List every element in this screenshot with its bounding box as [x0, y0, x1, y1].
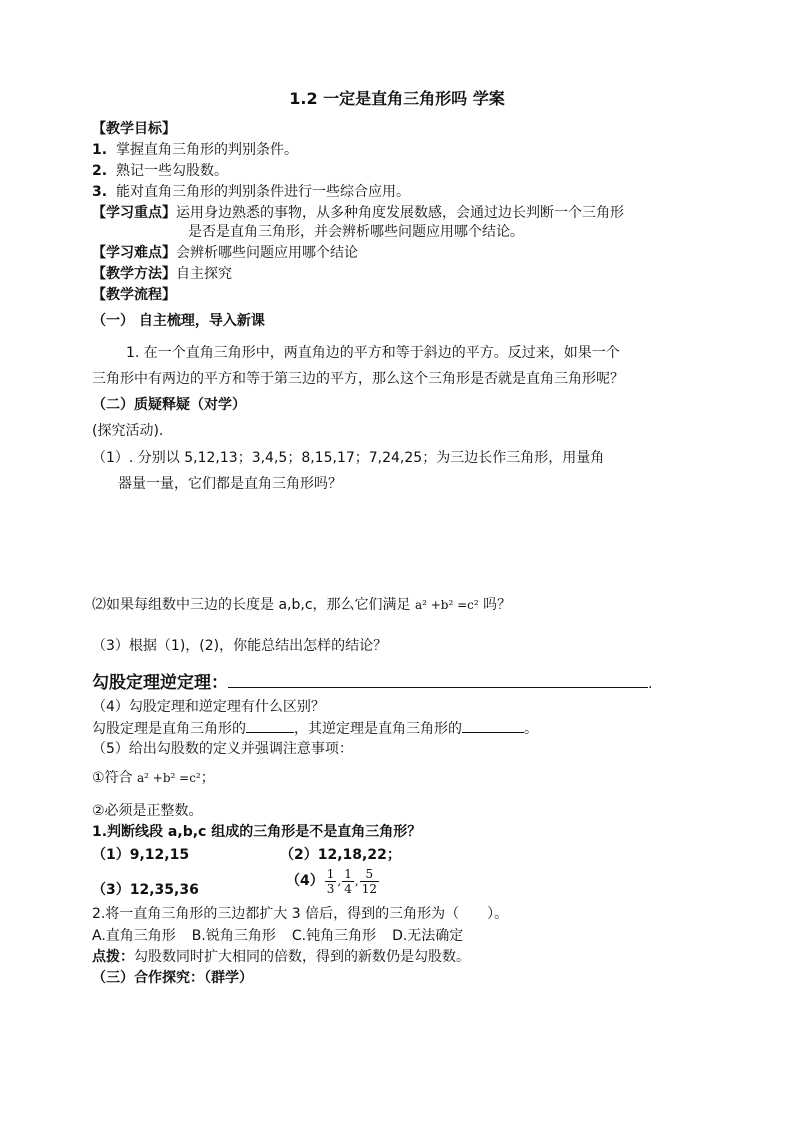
exercise-1-d: （4） $\frac{1}{3}$ , $\frac{1}{4}$ , $\frac{5}{12}$ [286, 866, 377, 896]
answer-blank-2 [462, 718, 524, 733]
exercise-1-a: （1）9,12,15 [92, 847, 190, 863]
section1-para-1: 1. 在一个直角三角形中，两直角边的平方和等于斜边的平方。反过来，如果一个 [126, 345, 620, 361]
key-point: 【学习重点】运用身边熟悉的事物，从多种角度发展数感，会通过边长判断一个三角形 [92, 205, 624, 221]
converse-theorem: 勾股定理逆定理： . [92, 673, 653, 693]
option-a: A.直角三角形 [92, 928, 176, 944]
question-2: ⑵如果每组数中三边的长度是 a,b,c，那么它们满足 a² +b² =c² 吗？ [92, 597, 512, 613]
exercise-1-stem: 1.判断线段 a,b,c 组成的三角形是不是直角三角形？ [92, 824, 422, 840]
objective-2: 2. 熟记一些勾股数。 [92, 163, 228, 179]
question-4: （4）勾股定理和逆定理有什么区别？ [92, 699, 325, 715]
exercise-1-b: （2）12,18,22； [280, 847, 401, 863]
exercise-2-stem: 2.将一直角三角形的三边都扩大 3 倍后，得到的三角形为（ ）。 [92, 906, 509, 922]
objective-1: 1. 掌握直角三角形的判别条件。 [92, 142, 298, 158]
option-d: D.无法确定 [392, 928, 464, 944]
section2-heading: （二）质疑释疑（对学） [92, 397, 246, 413]
formula-pythagorean: a² +b² =c² [414, 598, 479, 612]
fraction-3: $\frac{5}{12}$ [361, 866, 377, 896]
process-header: 【教学流程】 [92, 287, 176, 303]
tip: 点拨：勾股数同时扩大相同的倍数，得到的新数仍是勾股数。 [92, 949, 470, 965]
question-4-answer: 勾股定理是直角三角形的 ，其逆定理是直角三角形的 。 [92, 718, 538, 739]
section3-heading: （三）合作探究：（群学） [92, 970, 253, 986]
question-5: （5）给出勾股数的定义并强调注意事项： [92, 741, 353, 757]
section1-para-2: 三角形中有两边的平方和等于第三边的平方，那么这个三角形是否就是直角三角形呢？ [92, 371, 624, 387]
formula-pythagorean-2: a² +b² =c² [137, 771, 201, 785]
fraction-1: $\frac{1}{3}$ [326, 866, 335, 896]
answer-blank-1 [246, 718, 294, 733]
note-1: ①符合 a² +b² =c²； [92, 770, 215, 786]
exercise-1-c: （3）12,35,36 [92, 882, 199, 898]
objective-3: 3. 能对直角三角形的判别条件进行一些综合应用。 [92, 184, 410, 200]
question-1-cont: 器量一量，它们都是直角三角形吗？ [118, 476, 342, 492]
difficulty: 【学习难点】会辨析哪些问题应用哪个结论 [92, 245, 358, 261]
option-b: B.锐角三角形 [191, 928, 276, 944]
exercise-2-options [92, 926, 463, 946]
key-point-cont: 是否是直角三角形，并会辨析哪些问题应用哪个结论。 [188, 224, 524, 240]
fraction-2: $\frac{1}{4}$ [344, 866, 352, 896]
answer-blank-converse [228, 673, 648, 688]
method: 【教学方法】自主探究 [92, 266, 232, 282]
question-1: （1）. 分别以 5,12,13；3,4,5；8,15,17；7,24,25；为三边长作三角形，用量角 [92, 450, 605, 466]
note-2: ②必须是正整数。 [92, 803, 203, 819]
section1-heading: （一） 自主梳理，导入新课 [92, 313, 265, 329]
objectives-header: 【教学目标】 [92, 121, 176, 137]
activity-label: (探究活动). [92, 423, 164, 439]
page-title: 1.2 一定是直角三角形吗 学案 [289, 89, 505, 108]
option-c: C.钝角三角形 [291, 928, 377, 944]
question-3: （3）根据（1)，(2)，你能总结出怎样的结论？ [92, 638, 388, 654]
